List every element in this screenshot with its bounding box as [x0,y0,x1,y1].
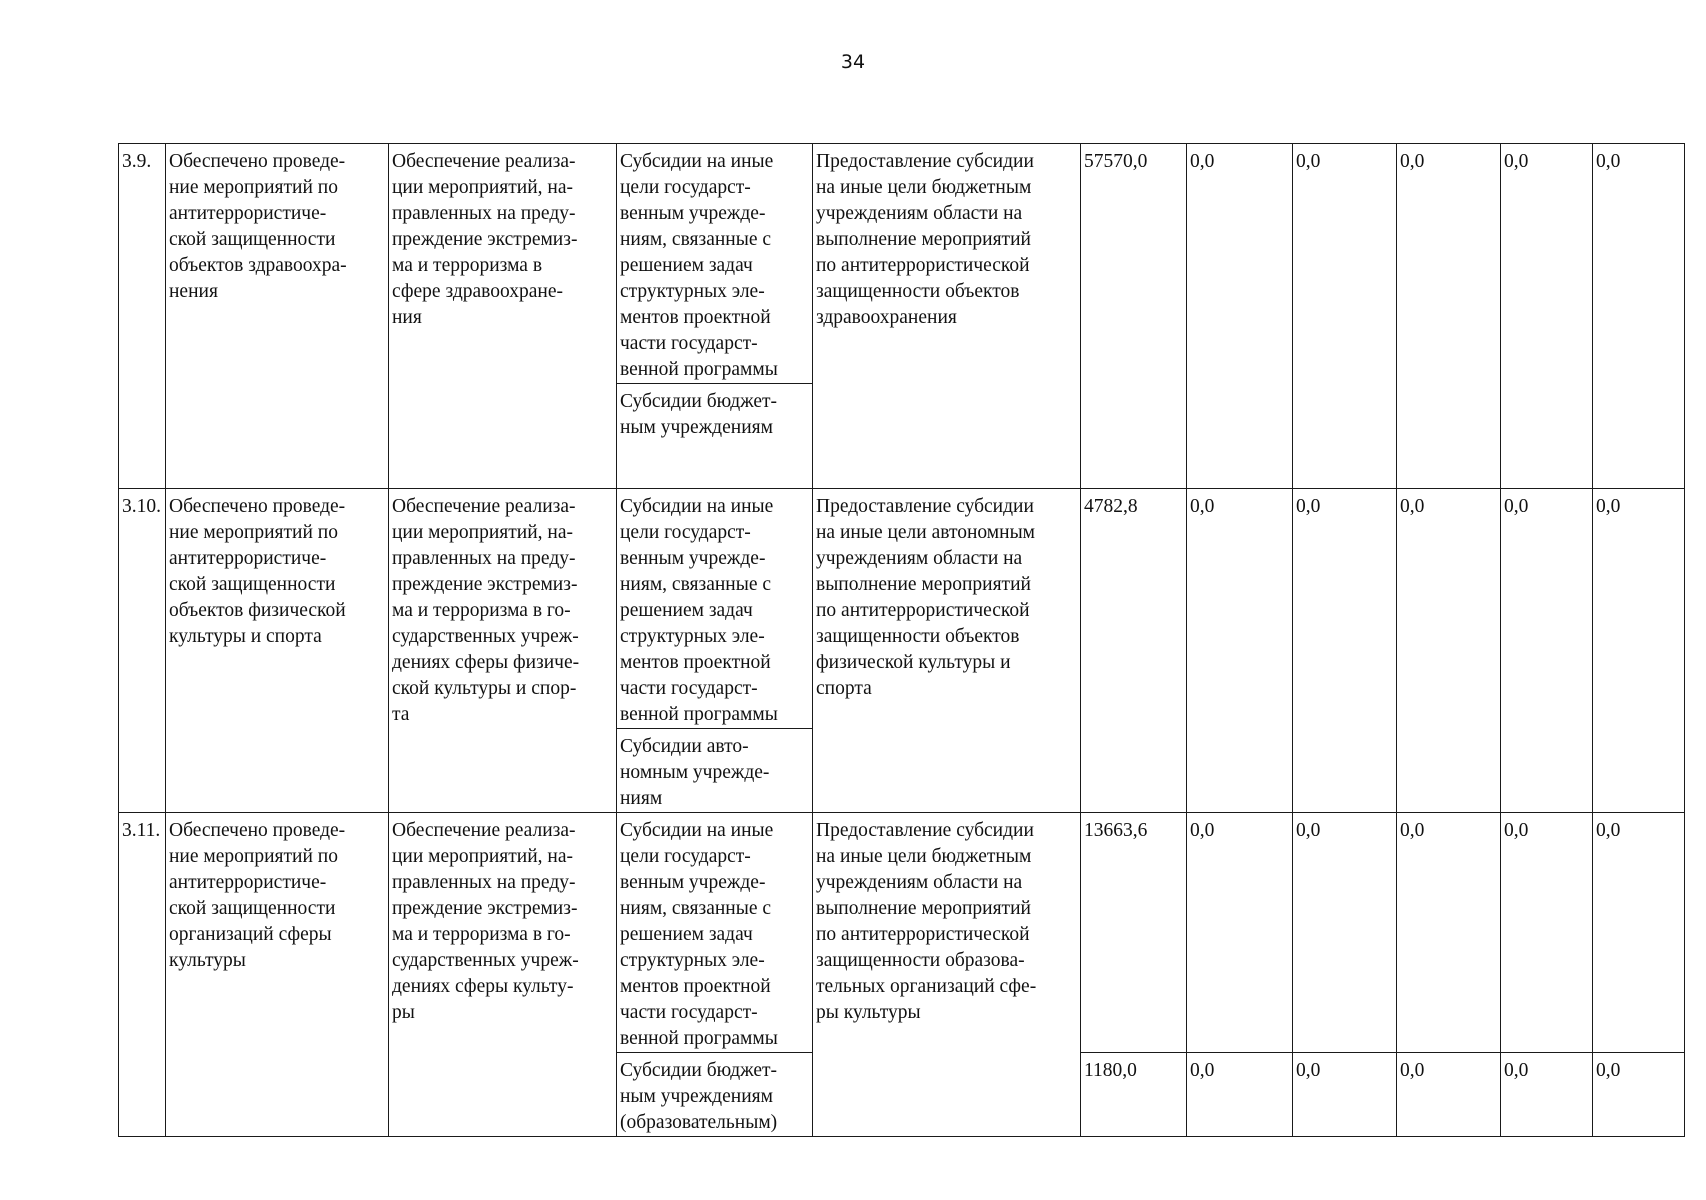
row-number: 3.10. [119,489,166,813]
result-cell: Обеспечено проведе- ние мероприятий по антитеррористиче- ской защищенности объектов физической культуры и спорта [166,489,389,813]
value-cell: 0,0 [1397,1053,1501,1137]
measure-cell: Обеспечение реализа- ции мероприятий, на- правленных на преду- преждение экстремиз- ма и терроризма в го- сударственных учреж- дениях сферы физиче- ской культуры и спор- та [389,489,617,813]
measure-cell: Обеспечение реализа- ции мероприятий, на- правленных на преду- преждение экстремиз- ма и терроризма в го- сударственных учреж- дениях сферы культу- ры [389,813,617,1137]
value-cell: 0,0 [1187,1053,1293,1137]
value-cell: 0,0 [1593,1053,1685,1137]
value-cell: 0,0 [1593,813,1685,1053]
result-cell: Обеспечено проведе- ние мероприятий по антитеррористиче- ской защищенности объектов здравоохра- нения [166,144,389,489]
page-number: 34 [840,51,866,73]
value-cell: 0,0 [1187,813,1293,1053]
value-cell: 57570,0 [1081,144,1187,489]
table-row [119,144,1685,384]
value-cell: 0,0 [1293,489,1397,813]
value-cell: 0,0 [1501,144,1593,489]
measure-cell: Обеспечение реализа- ции мероприятий, на- правленных на преду- преждение экстремиз- ма и терроризма в сфере здравоохране- ния [389,144,617,489]
value-cell: 0,0 [1187,489,1293,813]
result-cell: Обеспечено проведе- ние мероприятий по антитеррористиче- ской защищенности организаций сферы культуры [166,813,389,1137]
subsidy-type-cell: Субсидии на иные цели государст- венным учрежде- ниям, связанные с решением задач структурных эле- ментов проектной части государст- венной программы [617,489,813,729]
value-cell: 0,0 [1293,144,1397,489]
description-cell: Предоставление субсидии на иные цели бюджетным учреждениям области на выполнение мероприятий по антитеррористической защищенности объектов здравоохранения [813,144,1081,489]
subsidy-type-cell: Субсидии на иные цели государст- венным учрежде- ниям, связанные с решением задач структурных эле- ментов проектной части государст- венной программы [617,813,813,1053]
value-cell: 0,0 [1501,813,1593,1053]
table-row [119,489,1685,729]
row-number: 3.11. [119,813,166,1137]
row-number: 3.9. [119,144,166,489]
value-cell: 0,0 [1501,1053,1593,1137]
table-row [119,813,1685,1053]
value-cell: 0,0 [1187,144,1293,489]
subsidy-type-cell: Субсидии авто- номным учрежде- ниям [617,729,813,813]
subsidy-type-cell: Субсидии на иные цели государст- венным учрежде- ниям, связанные с решением задач структурных эле- ментов проектной части государст- венной программы [617,144,813,384]
value-cell: 0,0 [1397,144,1501,489]
description-cell: Предоставление субсидии на иные цели автономным учреждениям области на выполнение мероприятий по антитеррористической защищенности объектов физической культуры и спорта [813,489,1081,813]
value-cell: 0,0 [1293,813,1397,1053]
subsidy-type-cell: Субсидии бюджет- ным учреждениям (образовательным) [617,1053,813,1137]
value-cell: 13663,6 [1081,813,1187,1053]
value-cell: 1180,0 [1081,1053,1187,1137]
activities-table [118,143,1685,1137]
value-cell: 0,0 [1501,489,1593,813]
description-cell: Предоставление субсидии на иные цели бюджетным учреждениям области на выполнение мероприятий по антитеррористической защищенности образова- тельных организаций сфе- ры культуры [813,813,1081,1137]
value-cell: 4782,8 [1081,489,1187,813]
subsidy-type-cell: Субсидии бюджет- ным учреждениям [617,384,813,489]
value-cell: 0,0 [1593,489,1685,813]
value-cell: 0,0 [1593,144,1685,489]
value-cell: 0,0 [1397,489,1501,813]
value-cell: 0,0 [1397,813,1501,1053]
value-cell: 0,0 [1293,1053,1397,1137]
